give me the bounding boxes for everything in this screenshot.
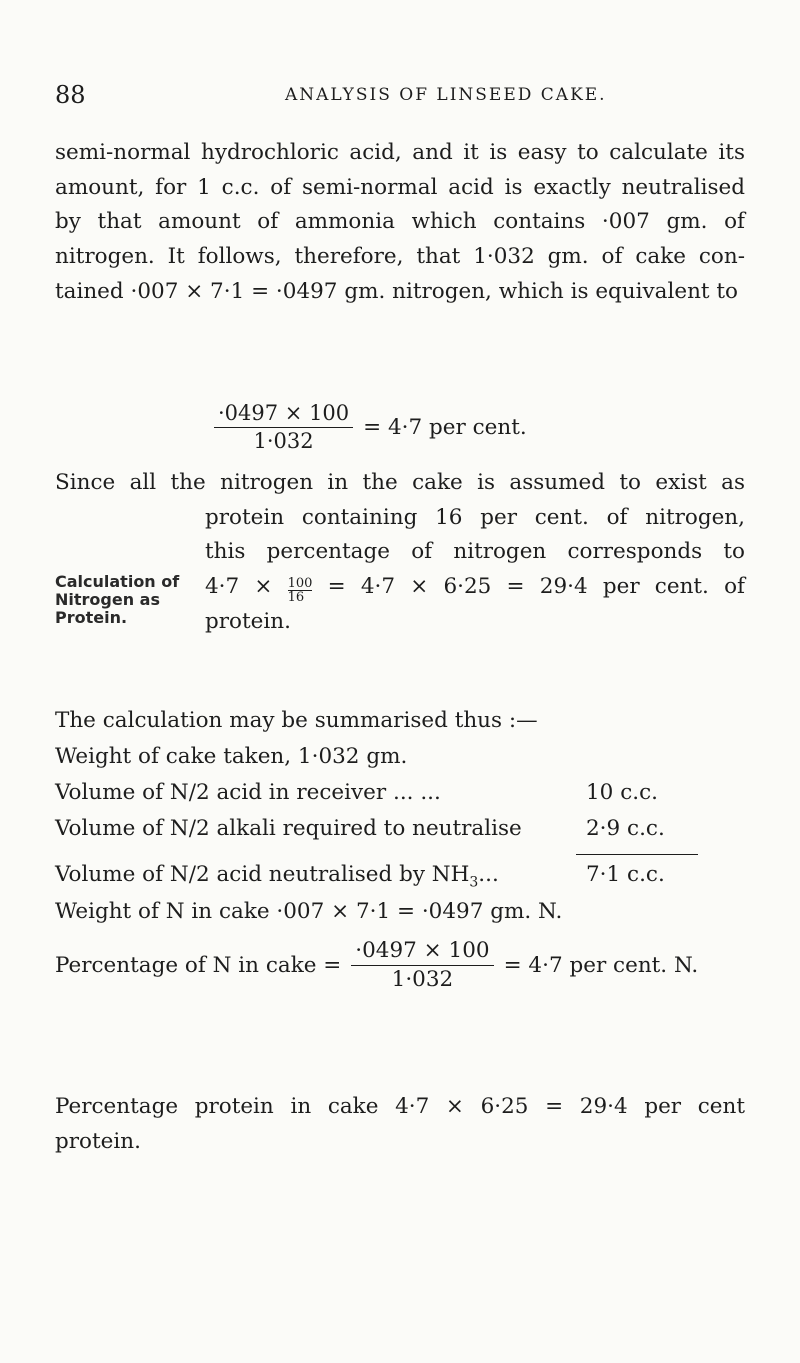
fraction-numerator: ·0497 × 100 [214, 403, 353, 428]
fraction [351, 940, 493, 990]
text-line: semi-normal hydrochloric acid, and it is easy to calculate its [55, 140, 745, 165]
calc-post: = 4·7 × 6·25 = 29·4 per cent. of [327, 574, 745, 600]
summary-alkali-row [55, 816, 665, 850]
page-number: 88 [55, 81, 86, 109]
text-line: nitrogen. It follows, therefore, that 1·032 gm. of cake con- [55, 244, 745, 270]
margin-note-line: Nitrogen as [55, 590, 160, 609]
margin-note-line: Calculation of [55, 572, 180, 591]
margin-note [55, 573, 179, 627]
text-line: Since all the nitrogen in the cake is assumed to exist as [55, 470, 745, 495]
text-line: tained ·007 × 7·1 = ·0497 gm. nitrogen, which is equivalent to [55, 278, 738, 304]
summary-nh3-row [55, 862, 665, 896]
nh3-label-pre: Volume of N/2 acid neutralised by NH [55, 862, 470, 887]
running-head: ANALYSIS OF LINSEED CAKE. [285, 85, 607, 105]
paragraph-1 [55, 136, 745, 309]
alkali-value: 2·9 c.c. [586, 816, 665, 841]
equation-percentage-n [55, 940, 698, 990]
fraction [214, 403, 353, 452]
text-line: Percentage protein in cake 4·7 × 6·25 = 29·4 per cent [55, 1094, 745, 1119]
final-paragraph [55, 1090, 745, 1159]
acid-value: 10 c.c. [586, 780, 658, 805]
pct-result: = 4·7 per cent. N. [503, 952, 699, 978]
text-line: amount, for 1 c.c. of semi-normal acid is exactly neutralised [55, 174, 745, 200]
summary-acid-row [55, 780, 658, 814]
summary-weight-n: Weight of N in cake ·007 × 7·1 = ·0497 gm. N. [55, 899, 563, 924]
text-line: protein. [55, 1128, 141, 1154]
margin-note-line: Protein. [55, 608, 128, 627]
fraction-denominator: 16 [287, 590, 305, 606]
calc-pre: 4·7 × [205, 574, 273, 600]
text-line: protein containing 16 per cent. of nitrogen, [205, 504, 745, 530]
text-line: by that amount of ammonia which contains ·007 gm. of [55, 209, 745, 235]
text-line: protein. [205, 608, 291, 634]
nh3-label-post: ... [478, 862, 499, 887]
equation-nitrogen-percent [214, 403, 527, 452]
acid-label: Volume of N/2 acid in receiver ... ... [55, 780, 441, 805]
alkali-label: Volume of N/2 alkali required to neutralise [55, 816, 522, 841]
subtraction-rule [576, 854, 698, 855]
fraction-denominator: 1·032 [391, 966, 454, 992]
fraction-numerator: ·0497 × 100 [351, 940, 493, 966]
pct-label: Percentage of N in cake = [55, 952, 342, 978]
fraction-numerator: 100 [287, 576, 313, 592]
nh3-subscript: 3 [469, 874, 479, 891]
text-line: this percentage of nitrogen corresponds to [205, 539, 745, 565]
nh3-value: 7·1 c.c. [586, 862, 665, 887]
summary-intro: The calculation may be summarised thus :— [55, 708, 538, 733]
summary-weight: Weight of cake taken, 1·032 gm. [55, 744, 408, 769]
fraction-100-16 [288, 577, 313, 604]
page-header [55, 81, 755, 111]
equation-result: = 4·7 per cent. [363, 415, 527, 440]
fraction-denominator: 1·032 [253, 429, 314, 453]
